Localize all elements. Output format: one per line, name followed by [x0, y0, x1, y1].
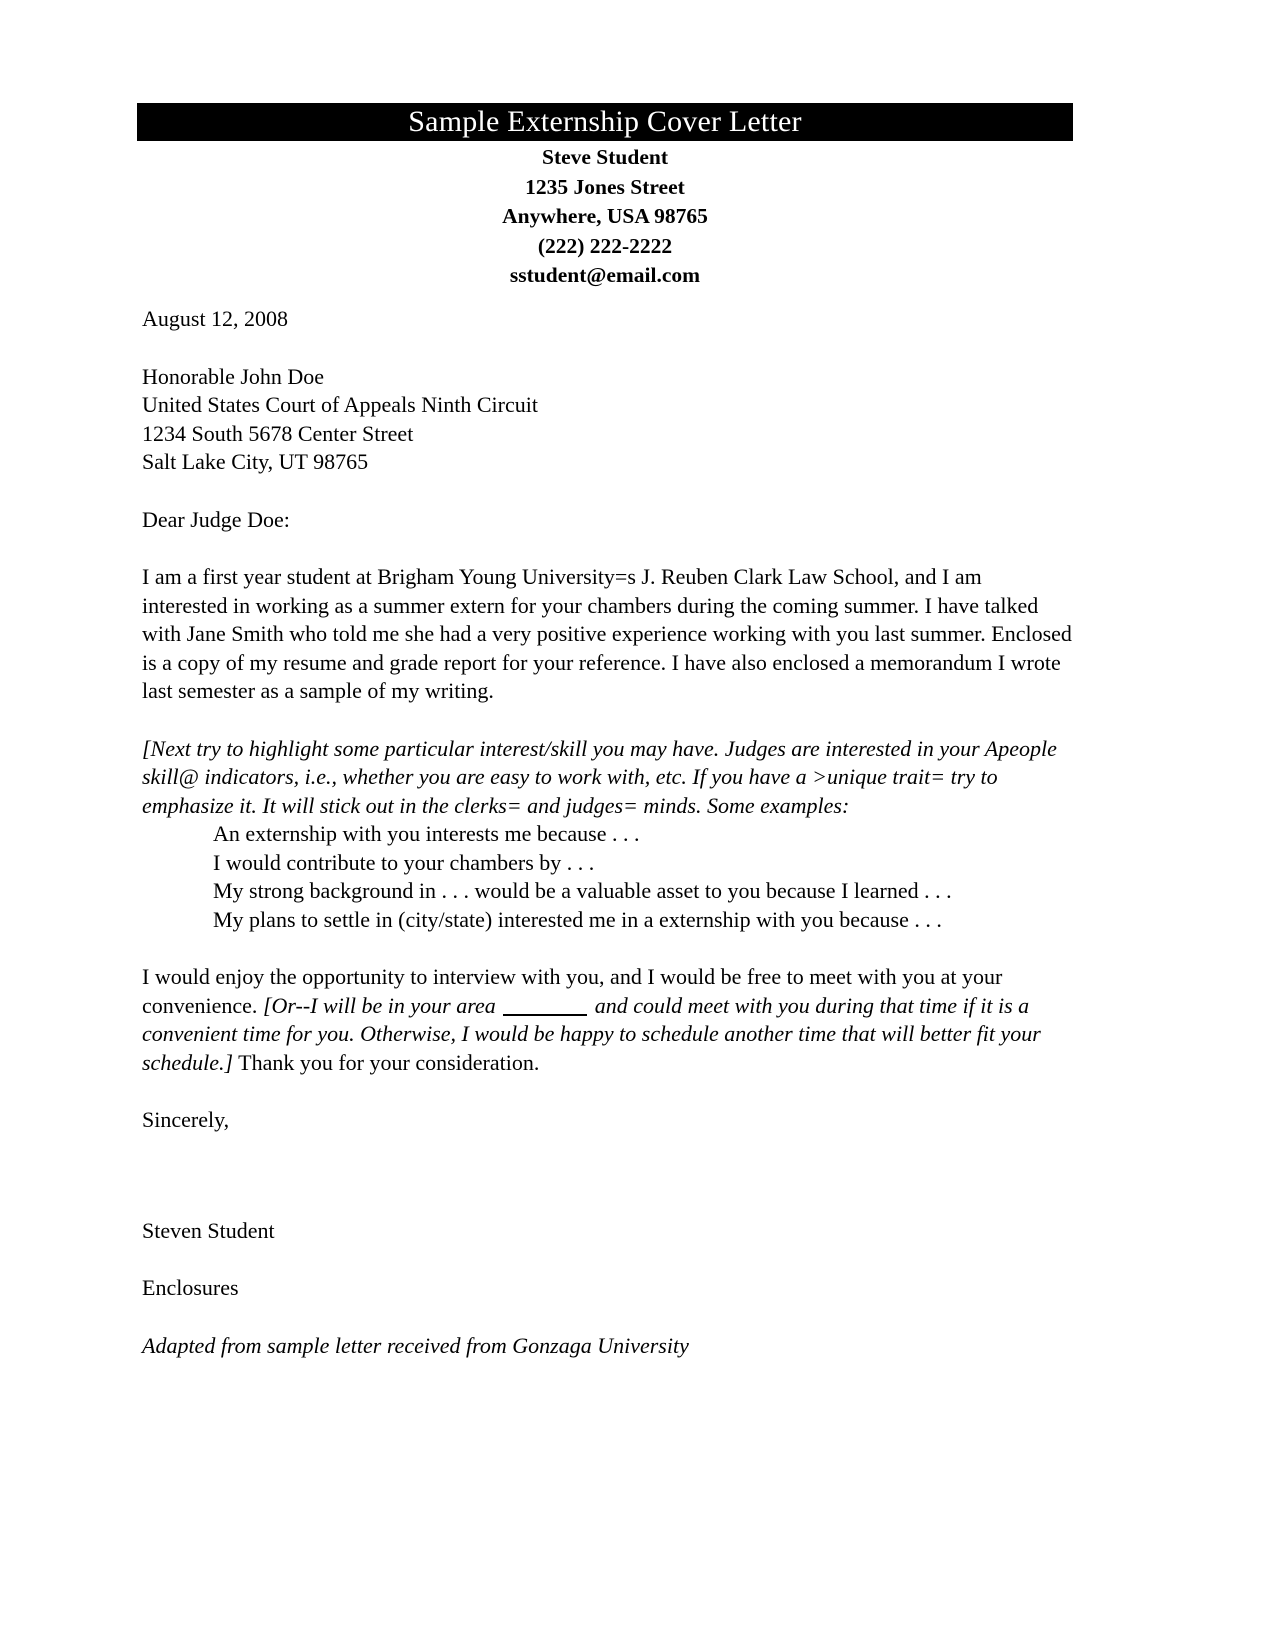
document-title-banner — [137, 103, 1073, 141]
list-item: My strong background in . . . would be a valuable asset to you because I learned . . . — [213, 878, 952, 903]
sender-address-block — [137, 143, 1073, 291]
recipient-name: Honorable John Doe — [142, 363, 325, 389]
closing-paragraph-italic-before-blank: [Or--I will be in your area — [262, 992, 502, 1018]
page-title: Sample Externship Cover Letter — [408, 105, 802, 138]
spacer-after-salutation — [142, 534, 1072, 563]
sender-phone: (222) 222-2222 — [537, 233, 673, 258]
closing-paragraph — [142, 963, 1072, 1077]
closing-paragraph-part-3: Thank you for your consideration. — [233, 1049, 540, 1075]
signature-space — [142, 1135, 1072, 1217]
spacer-after-examples — [142, 934, 1072, 963]
closing-paragraph-italic-after-blank: and could meet with you during that time if it is a convenient time for you. Otherwise, I would be happy to schedule another time that will better fit your schedule.] — [142, 992, 1041, 1075]
recipient-street: 1234 South 5678 Center Street — [142, 420, 414, 446]
spacer-after-enclosures — [142, 1303, 1072, 1332]
example-sentences-list — [142, 820, 1072, 934]
spacer-after-closing — [142, 1077, 1072, 1106]
list-item: My plans to settle in (city/state) interested me in a externship with you because . . . — [213, 906, 942, 932]
recipient-city-state-zip: Salt Lake City, UT 98765 — [142, 449, 369, 474]
spacer-after-paragraph-1 — [142, 706, 1072, 735]
attribution-note: Adapted from sample letter received from Gonzaga University — [142, 1332, 689, 1358]
enclosures-label: Enclosures — [142, 1275, 239, 1300]
letter-date: August 12, 2008 — [142, 306, 289, 331]
recipient-address-block — [142, 363, 1072, 477]
spacer-after-recipient — [142, 477, 1072, 506]
signature-name: Steven Student — [142, 1217, 275, 1243]
sender-city-state-zip: Anywhere, USA 98765 — [502, 204, 708, 228]
bracket-instruction-paragraph: [Next try to highlight some particular interest/skill you may have. Judges are interested in your Apeople skill@ indicators, i.e., whether you are easy to work with, etc. If you have a >unique trait= try to emphasize it. It will stick out in the clerks= and judges= minds. Some examples: — [142, 735, 1057, 818]
sender-street: 1235 Jones Street — [525, 174, 685, 199]
list-item: I would contribute to your chambers by . . . — [213, 849, 595, 875]
sender-email: sstudent@email.com — [509, 263, 701, 287]
sender-name: Steve Student — [541, 145, 669, 169]
list-item: An externship with you interests me because . . . — [213, 821, 640, 846]
fill-in-blank — [503, 1014, 587, 1016]
sign-off: Sincerely, — [142, 1107, 230, 1132]
salutation: Dear Judge Doe: — [142, 506, 290, 532]
body-paragraph-1: I am a first year student at Brigham Young University=s J. Reuben Clark Law School, and I am interested in working as a summer extern for your chambers during the coming summer. I have talked with Jane Smith who told me she had a very positive experience working with you last summer. Enclosed is a copy of my resume and grade report for your reference. I have also enclosed a memorandum I wrote last semester as a sample of my writing. — [142, 564, 1072, 703]
recipient-organization: United States Court of Appeals Ninth Circuit — [142, 392, 538, 417]
letter-body — [142, 305, 1072, 1360]
spacer-after-signature — [142, 1245, 1072, 1274]
closing-paragraph-part-1: I would enjoy the opportunity to interview with you, and I would be free to meet with you at your convenience. — [142, 964, 1003, 1018]
spacer-after-date — [142, 334, 1072, 363]
